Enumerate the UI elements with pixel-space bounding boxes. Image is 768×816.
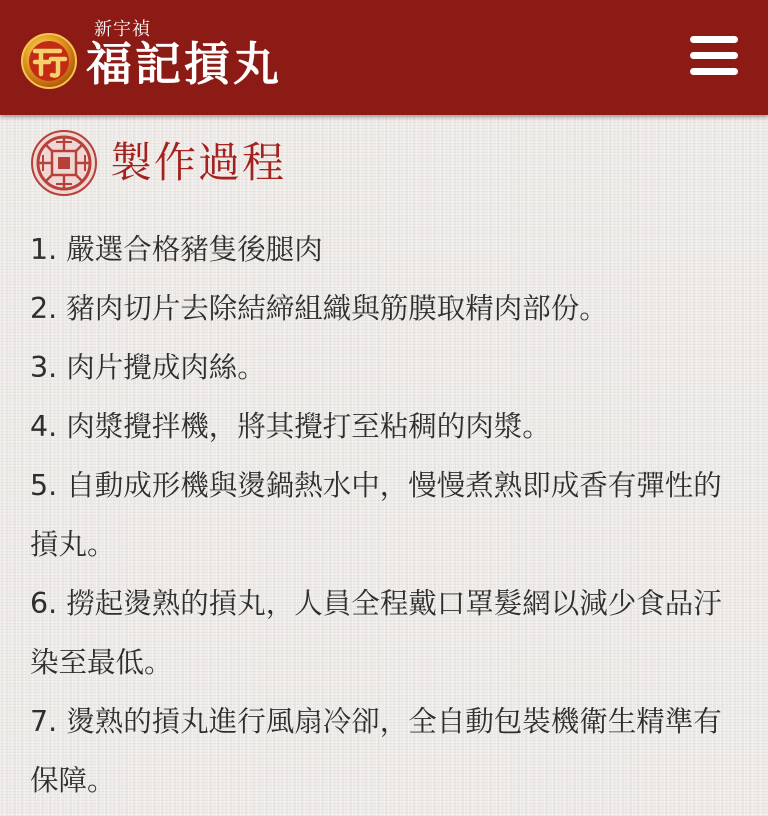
list-item: 3. 肉片攪成肉絲。 <box>30 351 266 384</box>
list-item: 7. 燙熟的摃丸進行風扇冷卻，全自動包裝機衛生精準有保障。 <box>30 705 722 797</box>
brand-subtitle: 新宇禎 <box>94 19 151 40</box>
list-item: 2. 豬肉切片去除結締組織與筋膜取精肉部份。 <box>30 292 608 325</box>
ft-logo-icon[interactable] <box>20 32 78 90</box>
hamburger-menu-icon[interactable] <box>684 30 744 82</box>
list-item: 4. 肉漿攪拌機，將其攪打至粘稠的肉漿。 <box>30 410 551 443</box>
lattice-medallion-icon <box>30 129 98 197</box>
list-item: 6. 撈起燙熟的摃丸，人員全程戴口罩髮網以減少食品汙染至最低。 <box>30 587 722 679</box>
list-item: 1. 嚴選合格豬隻後腿肉 <box>30 233 323 266</box>
menu-bar <box>690 52 738 59</box>
process-steps-list <box>30 220 740 810</box>
menu-bar <box>690 36 738 43</box>
menu-bar <box>690 68 738 75</box>
section-title: 製作過程 <box>110 138 287 187</box>
list-item: 5. 自動成形機與燙鍋熱水中，慢慢煮熟即成香有彈性的摃丸。 <box>30 469 722 561</box>
top-header <box>0 0 768 115</box>
brand-name[interactable]: 福記摃丸 <box>86 37 282 91</box>
